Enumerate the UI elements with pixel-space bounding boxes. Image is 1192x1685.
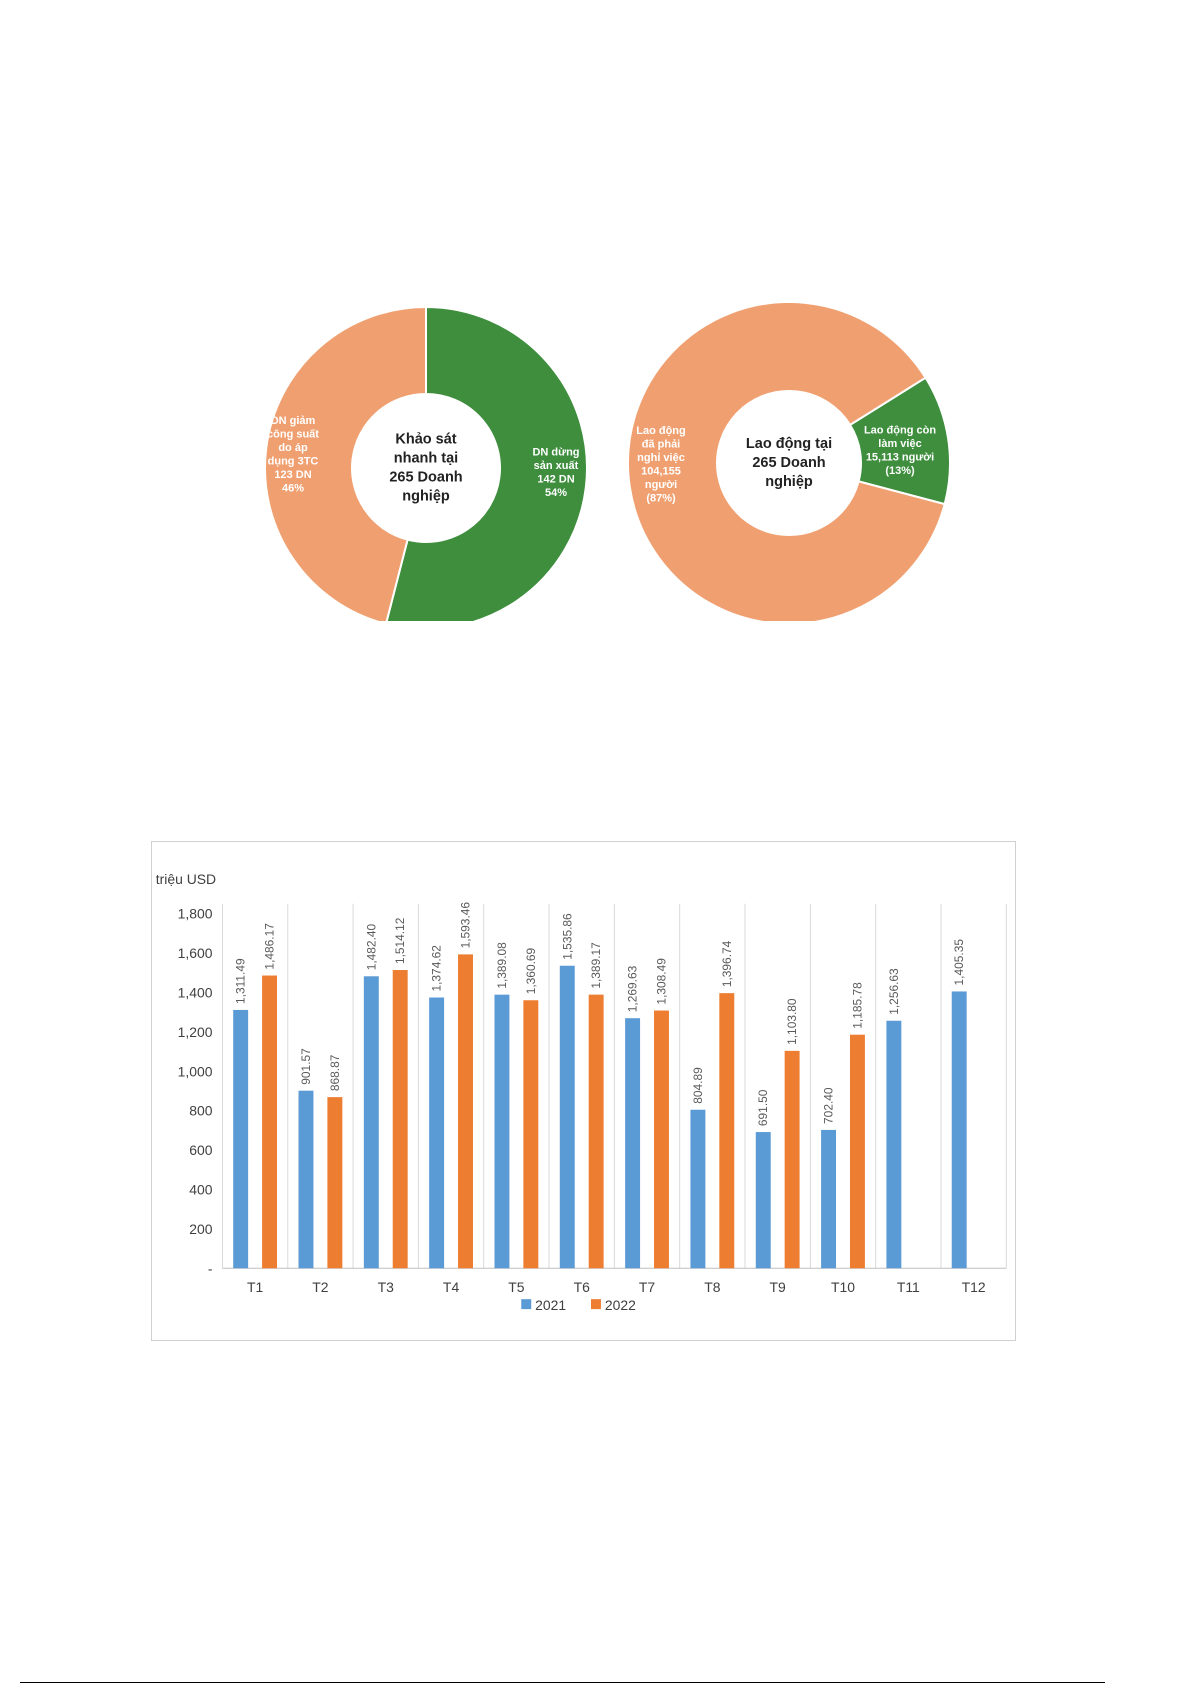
slice-label: 123 DN bbox=[274, 469, 312, 482]
bar-2022-T10 bbox=[850, 1035, 865, 1269]
donut-right-svg bbox=[612, 303, 979, 621]
donut-center-title: Lao động tại bbox=[745, 435, 833, 452]
x-tick-label: T3 bbox=[377, 1279, 394, 1296]
donut-center-title: 265 Doanh bbox=[752, 454, 826, 471]
data-label: 702.40 bbox=[821, 1087, 836, 1124]
data-label: 1,311.49 bbox=[233, 958, 248, 1004]
data-label: 1,482.40 bbox=[364, 923, 379, 971]
data-label: 1,593.46 bbox=[458, 901, 473, 949]
data-label: 1,103.80 bbox=[785, 998, 800, 1045]
y-tick-label: 1,800 bbox=[177, 905, 213, 922]
slice-label: (13%) bbox=[885, 465, 915, 478]
x-tick-label: T4 bbox=[442, 1279, 460, 1296]
data-label: 1,514.12 bbox=[393, 917, 408, 965]
slice-label: Lao động còn bbox=[863, 424, 937, 437]
data-label: 1,374.62 bbox=[429, 945, 444, 992]
donut-chart-labor bbox=[612, 303, 979, 621]
bar-2022-T5 bbox=[523, 1000, 538, 1268]
slice-label: 15,113 người bbox=[865, 451, 935, 464]
x-tick-label: T1 bbox=[246, 1279, 264, 1296]
slice-label: 142 DN bbox=[537, 473, 575, 486]
data-label: 1,308.49 bbox=[654, 958, 669, 1005]
legend-label-2022: 2022 bbox=[604, 1297, 636, 1314]
y-tick-label: - bbox=[207, 1260, 213, 1277]
data-label: 691.50 bbox=[756, 1089, 771, 1127]
bar-2021-T1 bbox=[233, 1010, 248, 1268]
bar-2021-T2 bbox=[299, 1091, 314, 1269]
bar-2022-T1 bbox=[262, 976, 277, 1269]
slice-label: DN giảm bbox=[270, 415, 316, 428]
bar-2021-T11 bbox=[886, 1021, 901, 1269]
x-tick-label: T11 bbox=[896, 1279, 920, 1296]
legend-swatch-2021 bbox=[521, 1299, 531, 1309]
y-tick-label: 1,000 bbox=[177, 1063, 213, 1080]
data-label: 868.87 bbox=[327, 1054, 342, 1092]
slice-label: sản xuất bbox=[533, 460, 579, 473]
y-tick-label: 400 bbox=[189, 1181, 213, 1198]
y-axis-title: triệu USD bbox=[155, 870, 217, 887]
slice-label: dụng 3TC bbox=[267, 455, 319, 468]
y-tick-label: 200 bbox=[189, 1220, 213, 1237]
donut-center-title: Khảo sát bbox=[395, 431, 457, 448]
bar-2021-T9 bbox=[756, 1132, 771, 1268]
x-tick-label: T9 bbox=[769, 1279, 786, 1296]
data-label: 1,185.78 bbox=[850, 982, 865, 1029]
bar-chart-monthly bbox=[151, 841, 1016, 1341]
data-label: 1,389.08 bbox=[494, 942, 509, 989]
data-label: 1,535.86 bbox=[560, 913, 575, 960]
slice-label: nghỉ việc bbox=[637, 452, 685, 465]
data-label: 901.57 bbox=[298, 1048, 313, 1085]
donut-center-title: nghiệp bbox=[402, 488, 450, 505]
bar-2021-T6 bbox=[560, 966, 575, 1269]
bar-2022-T6 bbox=[589, 995, 604, 1269]
data-label: 804.89 bbox=[690, 1067, 705, 1104]
y-tick-label: 1,400 bbox=[177, 984, 213, 1001]
donut-chart-enterprises bbox=[241, 303, 608, 621]
donut-center-title: nghiệp bbox=[765, 473, 813, 490]
bar-2021-T12 bbox=[952, 991, 967, 1268]
y-tick-label: 600 bbox=[189, 1142, 213, 1159]
x-tick-label: T5 bbox=[508, 1279, 525, 1296]
slice-label: đã phải bbox=[641, 438, 681, 451]
slice-label: do áp bbox=[278, 442, 308, 455]
bar-2021-T8 bbox=[690, 1110, 705, 1269]
slice-label: DN dừng bbox=[532, 446, 580, 459]
y-tick-label: 1,600 bbox=[177, 945, 213, 962]
x-tick-label: T2 bbox=[312, 1279, 329, 1296]
x-tick-label: T6 bbox=[573, 1279, 590, 1296]
donut-left-svg bbox=[241, 303, 608, 621]
bar-2021-T4 bbox=[429, 998, 444, 1269]
data-label: 1,256.63 bbox=[886, 968, 901, 1015]
data-label: 1,269.63 bbox=[625, 965, 640, 1013]
slice-label: công suất bbox=[267, 428, 319, 441]
bar-2022-T9 bbox=[785, 1051, 800, 1268]
data-label: 1,405.35 bbox=[952, 939, 967, 986]
slice-label: làm việc bbox=[878, 438, 922, 451]
legend-swatch-2022 bbox=[591, 1299, 601, 1309]
bar-2022-T7 bbox=[654, 1011, 669, 1269]
page-bottom-rule bbox=[20, 1682, 1105, 1683]
data-label: 1,389.17 bbox=[589, 942, 604, 989]
donut-center-title: 265 Doanh bbox=[389, 469, 463, 486]
slice-label: 104,155 bbox=[641, 465, 681, 478]
bar-chart-svg bbox=[152, 842, 1015, 1340]
x-tick-label: T10 bbox=[830, 1279, 856, 1296]
slice-label: 46% bbox=[281, 482, 305, 495]
data-label: 1,396.74 bbox=[719, 940, 734, 988]
slice-label: 54% bbox=[544, 487, 568, 500]
slice-label: người bbox=[644, 479, 678, 492]
slice-label: Lao động bbox=[636, 425, 686, 438]
bar-2021-T3 bbox=[364, 976, 379, 1268]
legend-label-2021: 2021 bbox=[535, 1297, 567, 1314]
y-tick-label: 800 bbox=[189, 1102, 213, 1119]
data-label: 1,360.69 bbox=[523, 947, 538, 995]
bar-2022-T2 bbox=[327, 1097, 342, 1268]
x-tick-label: T12 bbox=[961, 1279, 986, 1296]
bar-2021-T7 bbox=[625, 1018, 640, 1268]
x-tick-label: T8 bbox=[704, 1279, 721, 1296]
bar-2021-T5 bbox=[494, 995, 509, 1269]
bar-2022-T8 bbox=[719, 993, 734, 1268]
x-tick-label: T7 bbox=[638, 1279, 656, 1296]
y-tick-label: 1,200 bbox=[177, 1023, 213, 1040]
bar-2022-T4 bbox=[458, 954, 473, 1268]
bar-2022-T3 bbox=[393, 970, 408, 1268]
donut-center-title: nhanh tại bbox=[393, 450, 459, 467]
slice-label: (87%) bbox=[646, 492, 676, 505]
donut-hole bbox=[352, 394, 500, 542]
data-label: 1,486.17 bbox=[262, 923, 277, 970]
bar-2021-T10 bbox=[821, 1130, 836, 1268]
